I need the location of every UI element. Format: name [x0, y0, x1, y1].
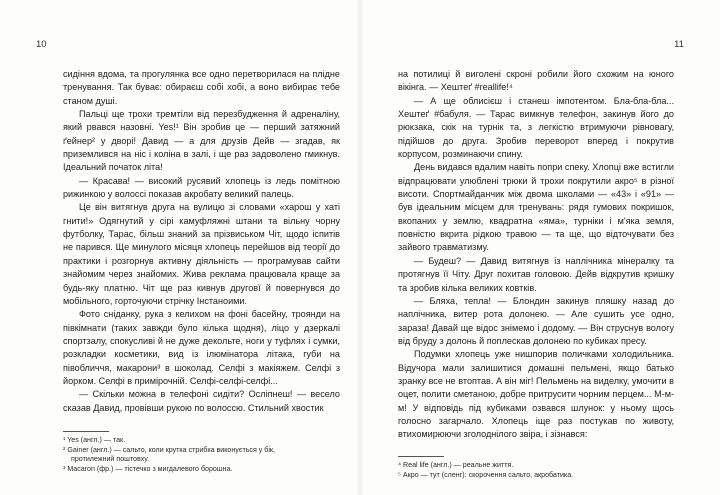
- footnote: ¹ Yes (англ.) — так.: [63, 436, 126, 444]
- paragraph: — А ще облисієш і станеш імпотентом. Бла-бла-бла... Хештеґ #бабуля. — Тарас вимкнув телефон, закинув його до рюкзака, скік на турнік та, з легкістю втримуючи рівновагу, підійшов до друга. Зробив переворот вперед і покрутив корпусом, розминаючи спину.: [398, 95, 674, 160]
- page-number: 10: [36, 39, 47, 50]
- footnote: ² Gainer (англ.) — сальто, коли крутка стрибка виконується у бік,: [63, 445, 275, 454]
- footnote: ³ Macaron (фр.) — тістечко з мигдалевого борошна.: [63, 464, 233, 473]
- paragraph: Фото сніданку, рука з келихом на фоні басейну, троянди на півкімнати (таких завжди було кілька щодня), ліцо у дзеркалі спортзалу, спокусливі й не дуже декольте, ноги у туфлях і сумки, розкладки косметики, вид із ілюмінатора літака, губи на півобличчя, макарони³ в шоколад. Селфі з макіяжем. Селфі з йорком. Селфі в примірочній. Селфі-селфі-селфі...: [63, 309, 340, 386]
- paragraph: — Будеш? — Давид витягнув із наплічника мінералку та протягнув її Чіту. Друг похитав головою. Дейв відкрутив кришку та зробив кілька великих ковтків.: [398, 255, 674, 293]
- paragraph: на потилиці й виголені скроні робили його схожим на юного вікінга. — Хештеґ #reallife!⁴: [398, 69, 674, 93]
- paragraph: сидіння вдома, та прогулянка все одно перетворилася на плідне тренування. Так буває: обираєш собі хобі, а воно вибирає тебе станом душі.: [63, 69, 340, 106]
- body-text: [398, 68, 674, 442]
- footnotes: [398, 461, 674, 480]
- footnote-divider: [63, 431, 109, 432]
- page-number: 11: [674, 39, 684, 50]
- footnote-continuation: протилежний поштовху.: [71, 455, 150, 464]
- paragraph: Подумки хлопець уже нишпорив поличками холодильника. Відучора мали залишитися домашні пельмені, якщо батько зранку все не втоптав. А він міг! Пельмень на виделку, умочити в оцет, полити сметаною, добре притрусити чорним перцем... М-м-м! У відповідь під кубиками озвався шлунок: у ньому щось голосно загарчало. Хлопець іще раз постукав по животу, втихомирюючи зголоднілого звіра, і зізнався:: [398, 349, 674, 440]
- paragraph: — Скільки можна в телефоні сидіти? Осліпнеш! — весело сказав Давид, провівши рукою по волоссю. Стильний хвостик: [63, 389, 340, 413]
- body-text: [63, 68, 340, 415]
- footnote: ⁴ Real life (англ.) — реальне життя.: [398, 461, 514, 469]
- paragraph: — Бляха, тепла! — Блондин закинув пляшку назад до наплічника, витер рота долонею. — Але сушить усе одно, зараза! Давай ще відос знімемо і додому. — Він струснув вологу від бруду з долонь й поплескав долонею по кубиках пресу.: [398, 295, 674, 346]
- right-page: [360, 0, 720, 495]
- paragraph: — Красава! — високий русявий хлопець із ледь помітною рижинкою у волоссі показав акробату великий палець.: [63, 175, 340, 200]
- footnote-divider: [398, 456, 444, 457]
- paragraph: День видався вдалим навіть попри спеку. Хлопці вже встигли відпрацювати улюблені трюки й трохи покрутили акро⁵ в різної висоти. Спортмайданчик між двома школами — «43» і «91» — був ідеальним місцем для тренувань: рядя гумових покришок, вкопаних у землю, квадратна «яма», турніки і м'яка земля, повністю вкрита рідкою травою — та ще, що відточувати без зайвого травматизму.: [398, 162, 674, 253]
- footnote: ⁵ Акро — тут (сленг): скорочення сальто, акробатика.: [398, 470, 574, 479]
- footnotes: [63, 436, 340, 474]
- paragraph: Це він витягнув друга на вулицю зі словами «харош у хаті гнити!» Одягнутий у сірі камуфляжні штани та вільну чорну футболку, Тарас, більш знаний за прізвиськом Чіт, щодо іспитів не парився. Ще минулого місяця хлопець перейшов від теорії до практики і розгорнув активну діяльність — програмував сайти знайомим через знайомих. Жива реклама працювала краще за будь-яку платню. Чіт ще раз кивнув друговї й повернувся до мобільного, горточуючи стрічку Інстаноими.: [63, 202, 340, 306]
- paragraph: Пальці ще трохи тремтіли від перезбудження й адреналіну, який рвався назовні. Yes!¹ Він зробив це — перший затяжний ґейнер² у дворі! Давид — а для друзів Дейв — згадав, як приземлився на ніс і коліна в залі, і ще раз задоволено гмикнув. Ідеальний початок літа!: [63, 109, 340, 173]
